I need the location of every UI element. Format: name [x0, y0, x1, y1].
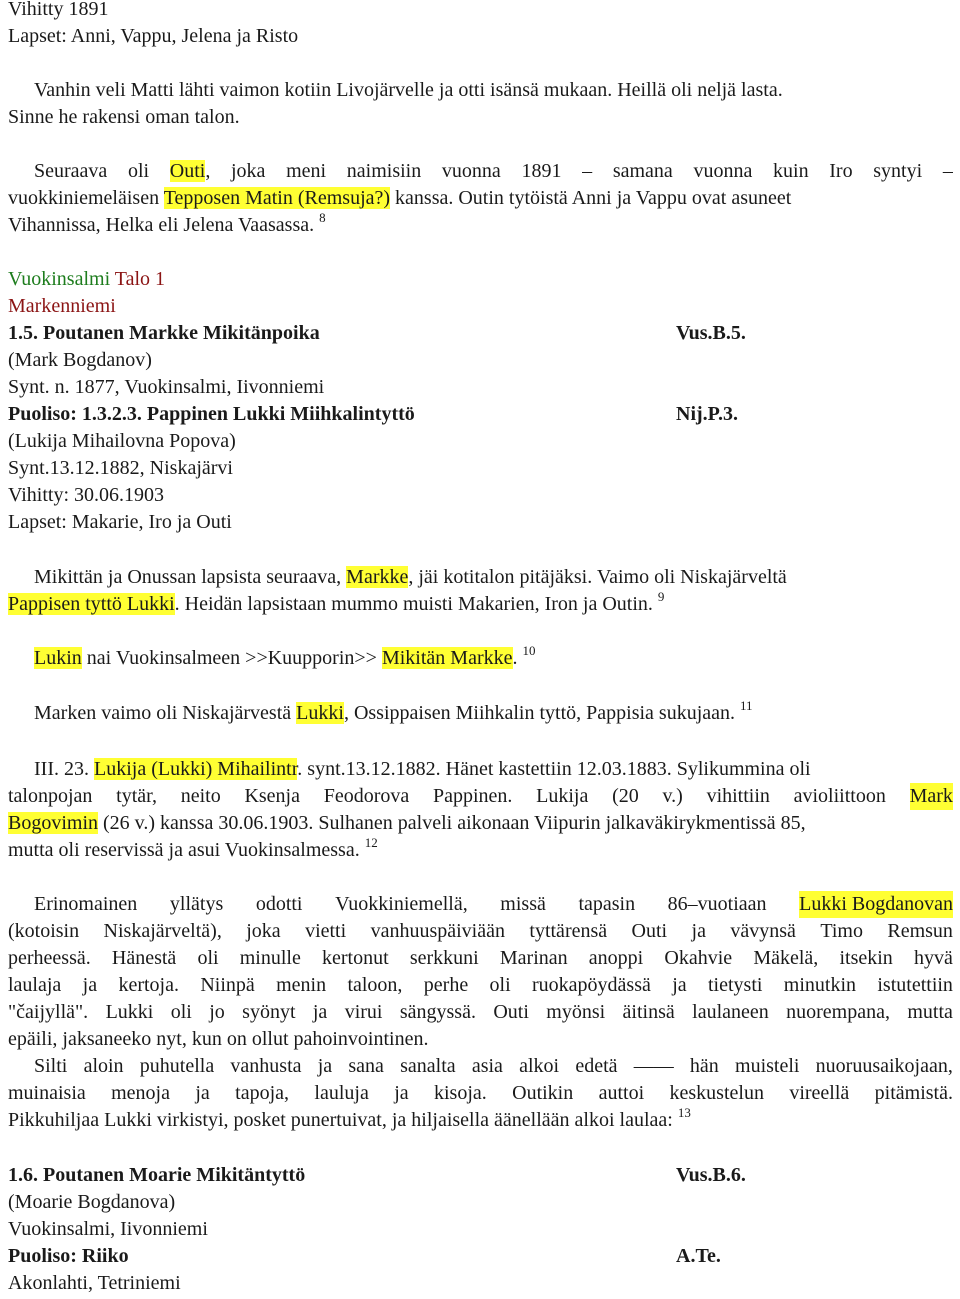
word: perheessä.	[8, 947, 91, 969]
word: Outi	[493, 1001, 529, 1023]
text: vuokkiniemeläisen	[8, 187, 160, 209]
highlight-pappisen: Pappisen tyttö Lukki	[8, 593, 175, 615]
word: virui	[344, 1001, 383, 1023]
para-7-line-2	[8, 918, 953, 945]
highlight-markke: Markke	[346, 566, 409, 588]
word: ——	[633, 1055, 674, 1077]
house-number: Talo 1	[114, 268, 166, 290]
word: syönyt	[242, 1001, 296, 1023]
word: hän	[689, 1055, 719, 1077]
footnote-ref: 13	[677, 1105, 691, 1120]
word: (20	[612, 785, 639, 807]
word: itsekin	[839, 947, 893, 969]
word: Feodorova	[323, 785, 410, 807]
word: Niskajärveltä),	[103, 920, 222, 942]
para-2-line-2	[8, 185, 791, 212]
text: mutta oli reservissä ja asui Vuokinsalmessa.	[8, 839, 360, 861]
word: asia	[471, 1055, 503, 1077]
para-8-line-1	[34, 1053, 953, 1080]
para-6-line-3	[8, 810, 806, 837]
word: –	[582, 160, 593, 182]
word: Okahvie	[664, 947, 733, 969]
person-1-name: 1.5. Poutanen Markke Mikitänpoika	[8, 322, 320, 344]
word: Ksenja	[244, 785, 300, 807]
word: pitämistä.	[874, 1082, 953, 1104]
word: neito	[180, 785, 221, 807]
word: perhe	[423, 974, 469, 996]
para-6-line-4	[8, 837, 378, 864]
word: puhutella	[139, 1055, 215, 1077]
word: muisteli	[735, 1055, 800, 1077]
word: äitinsä	[622, 1001, 675, 1023]
para-7-line-4	[8, 972, 953, 999]
word: nuoruusaikojaan,	[815, 1055, 953, 1077]
footnote-ref: 9	[657, 589, 665, 604]
word: tietysti	[708, 974, 763, 996]
word: ja	[394, 1082, 409, 1104]
footnote-ref: 12	[364, 835, 378, 850]
highlight-tepposen: Tepposen Matin (Remsuja?)	[163, 187, 391, 209]
word: taloon,	[347, 974, 403, 996]
word: (kotoisin	[8, 920, 80, 942]
person-1-spouse-code: Nij.P.3.	[676, 403, 739, 425]
word: serkkuni	[409, 947, 479, 969]
word: lauluja	[314, 1082, 369, 1104]
para-5	[34, 700, 753, 727]
word: tytär,	[116, 785, 158, 807]
word: myönsi	[546, 1001, 606, 1023]
word: nuorempana,	[786, 1001, 890, 1023]
text: , jäi kotitalon pitäjäksi. Vaimo oli Niskajärveltä	[408, 566, 787, 588]
para-1-line-2: Sinne he rakensi oman talon.	[8, 106, 240, 128]
person-2-spouse-code: A.Te.	[676, 1245, 721, 1267]
text: kanssa. Outin tytöistä Anni ja Vappu ovat asuneet	[390, 187, 792, 209]
word: muinaisia	[8, 1082, 86, 1104]
word: vuonna	[441, 160, 501, 182]
word: keskustelun	[669, 1082, 764, 1104]
word: ja	[691, 920, 706, 942]
highlight-bogovimin: Bogovimin	[8, 812, 99, 834]
para-7-line-5	[8, 999, 953, 1026]
word: vanhuuspäiviään	[370, 920, 505, 942]
word: Pappinen.	[432, 785, 513, 807]
word: menoja	[111, 1082, 170, 1104]
person-1-married: Vihitty: 30.06.1903	[8, 484, 165, 506]
word: Outikin	[512, 1082, 574, 1104]
word: Niinpä	[200, 974, 255, 996]
highlight-mark: Mark	[910, 783, 953, 810]
word: Timo	[820, 920, 863, 942]
word: tyttärensä	[529, 920, 608, 942]
word: Erinomainen	[34, 893, 138, 915]
word: Silti	[34, 1055, 68, 1077]
para-2-line-1	[34, 158, 953, 185]
word: Marinan	[499, 947, 568, 969]
word: hyvä	[913, 947, 953, 969]
word: aloin	[83, 1055, 124, 1077]
person-2-name: 1.6. Poutanen Moarie Mikitäntyttö	[8, 1164, 306, 1186]
word: Seuraava	[34, 160, 108, 182]
highlight-mikitan-markke: Mikitän Markke	[381, 647, 513, 669]
para-6-line-1	[34, 756, 811, 783]
word: v.)	[662, 785, 683, 807]
text: Mikittän ja Onussan lapsista seuraava,	[34, 566, 342, 588]
word: anoppi	[588, 947, 644, 969]
word: ja	[672, 974, 687, 996]
word: vävynsä	[730, 920, 796, 942]
word: minutkin	[783, 974, 857, 996]
highlight-outi: Outi	[169, 160, 206, 182]
highlight-lukki: Lukki	[296, 702, 344, 724]
word: Mäkelä,	[753, 947, 819, 969]
word: Lukija	[536, 785, 589, 807]
comma: ,	[205, 160, 211, 182]
word: minulle	[239, 947, 301, 969]
village-name: Vuokinsalmi	[8, 268, 111, 290]
word: ja	[195, 1082, 210, 1104]
person-1-spouse: Puoliso: 1.3.2.3. Pappinen Lukki Miihkalintyttö	[8, 403, 415, 425]
text: III. 23.	[34, 758, 94, 780]
word: jo	[209, 1001, 225, 1023]
footnote-ref: 10	[522, 643, 536, 658]
para-1-line-1: Vanhin veli Matti lähti vaimon kotiin Livojärvelle ja otti isänsä mukaan. Heillä oli neljä lasta.	[34, 79, 783, 101]
text: Marken vaimo oli Niskajärvestä	[34, 702, 297, 724]
word: ja	[317, 1055, 333, 1077]
word: Outi	[631, 920, 668, 942]
word: sängyssä.	[399, 1001, 476, 1023]
word: kertoja.	[118, 974, 179, 996]
para-2-line-3	[8, 212, 326, 239]
word: laulaja	[8, 974, 62, 996]
para-8-line-2	[8, 1080, 953, 1107]
word: ruokapöydässä	[532, 974, 651, 996]
word: yllätys	[169, 893, 224, 915]
word: 1891	[521, 160, 562, 182]
person-1-alias: (Mark Bogdanov)	[8, 349, 152, 371]
word: –	[942, 160, 953, 182]
word: vietti	[305, 920, 347, 942]
person-1-code: Vus.B.5.	[676, 322, 746, 344]
word: vihittiin	[706, 785, 770, 807]
person-1-born: Synt. n. 1877, Vuokinsalmi, Iivonniemi	[8, 376, 325, 398]
highlight-lukin: Lukin	[34, 647, 82, 669]
word: vireellä	[789, 1082, 850, 1104]
word: kisoja.	[433, 1082, 487, 1104]
word: tapoja,	[235, 1082, 290, 1104]
word: samana	[612, 160, 673, 182]
word: odotti	[255, 893, 303, 915]
word: istutettiin	[877, 974, 953, 996]
word: 86–vuotiaan	[667, 893, 767, 915]
para-3-line-1	[34, 564, 787, 591]
person-2-code: Vus.B.6.	[676, 1164, 746, 1186]
word: talonpojan	[8, 785, 93, 807]
word: oli	[489, 974, 511, 996]
para-7-line-6: epäili, jaksaneeko nyt, kun on ollut pahoinvointinen.	[8, 1028, 429, 1050]
word: Vuokkiniemellä,	[335, 893, 468, 915]
footnote-ref: 11	[740, 698, 753, 713]
word: Hänestä	[111, 947, 177, 969]
word: edetä	[575, 1055, 618, 1077]
para-8-line-3	[8, 1107, 691, 1134]
word: auttoi	[598, 1082, 645, 1104]
word: missä	[500, 893, 546, 915]
person-2-alias: (Moarie Bogdanova)	[8, 1191, 176, 1213]
word: Iro	[829, 160, 853, 182]
person-1-spouse-alias: (Lukija Mihailovna Popova)	[8, 430, 236, 452]
word: joka	[231, 160, 266, 182]
para-7-line-1	[34, 891, 953, 918]
word: Lukki	[105, 1001, 154, 1023]
word: alkoi	[519, 1055, 560, 1077]
word: naimisiin	[346, 160, 422, 182]
word: Remsun	[887, 920, 953, 942]
word: vuonna	[693, 160, 753, 182]
highlight-lukki-bogdanovan: Lukki Bogdanovan	[799, 891, 953, 918]
word: laulaneen	[692, 1001, 769, 1023]
word: ja	[312, 1001, 328, 1023]
word: oli	[170, 1001, 192, 1023]
word: vanhusta	[230, 1055, 302, 1077]
word: mutta	[907, 1001, 953, 1023]
word: joka	[246, 920, 281, 942]
word: oli	[127, 160, 150, 182]
word: menin	[276, 974, 327, 996]
text: . synt.13.12.1882. Hänet kastettiin 12.03.1883. Sylikummina oli	[297, 758, 811, 780]
para-3-line-2	[8, 591, 664, 618]
married-1891: Vihitty 1891	[8, 0, 109, 20]
para-6-line-2	[8, 783, 953, 810]
person-2-spouse-born: Akonlahti, Tetriniemi	[8, 1272, 181, 1294]
house-heading	[8, 266, 165, 293]
text: (26 v.) kanssa 30.06.1903. Sulhanen palveli aikonaan Viipurin jalkaväkirykmentissä 85,	[98, 812, 806, 834]
text: .	[512, 647, 518, 669]
text: nai Vuokinsalmeen >>Kuupporin>>	[81, 647, 382, 669]
footnote-ref: 8	[319, 210, 326, 225]
text: Pikkuhiljaa Lukki virkistyi, posket punertuivat, ja hiljaisella äänellään alkoi laulaa:	[8, 1109, 673, 1131]
word: "čaijyllä".	[8, 1001, 89, 1023]
word: avioliittoon	[793, 785, 886, 807]
person-1-children: Lapset: Makarie, Iro ja Outi	[8, 511, 232, 533]
children-line-1: Lapset: Anni, Vappu, Jelena ja Risto	[8, 25, 299, 47]
highlight-lukija: Lukija (Lukki) Mihailintr	[93, 758, 298, 780]
word: sanalta	[400, 1055, 456, 1077]
person-1-spouse-born: Synt.13.12.1882, Niskajärvi	[8, 457, 233, 479]
person-2-spouse: Puoliso: Riiko	[8, 1245, 129, 1267]
word-outi	[170, 158, 211, 185]
word: oli	[197, 947, 219, 969]
word: kuin	[773, 160, 809, 182]
para-7-line-3	[8, 945, 953, 972]
person-2-born: Vuokinsalmi, Iivonniemi	[8, 1218, 208, 1240]
word: syntyi	[873, 160, 923, 182]
para-4	[34, 645, 536, 672]
word: ja	[82, 974, 98, 996]
text: Vihannissa, Helka eli Jelena Vaasassa.	[8, 214, 315, 236]
word: tapasin	[578, 893, 636, 915]
text: , Ossippaisen Miihkalin tyttö, Pappisia sukujaan.	[343, 702, 736, 724]
text: . Heidän lapsistaan mummo muisti Makarien, Iron ja Outin.	[174, 593, 653, 615]
word: meni	[286, 160, 327, 182]
place-name: Markenniemi	[8, 295, 116, 317]
word: kertonut	[322, 947, 389, 969]
word: sana	[348, 1055, 384, 1077]
